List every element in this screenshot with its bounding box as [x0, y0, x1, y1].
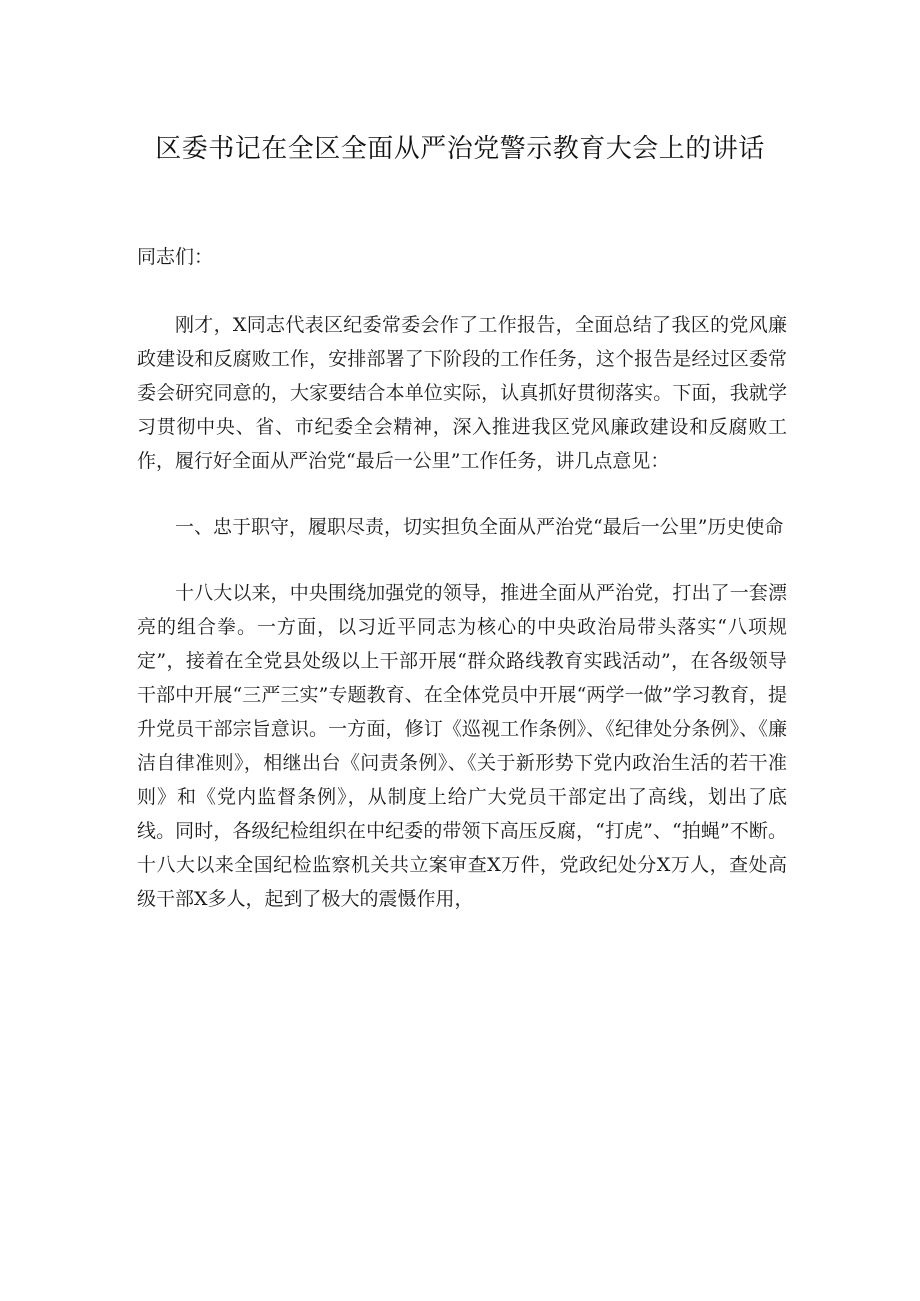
document-body [137, 240, 787, 948]
salutation: 同志们： [137, 246, 214, 268]
section-heading-one: 一、忠于职守，履职尽责，切实担负全面从严治党“最后一公里”历史使命 [175, 516, 784, 538]
document-title: 区委书记在全区全面从严治党警示教育大会上的讲话 [155, 134, 765, 164]
paragraph-section-one: 十八大以来，中央围绕加强党的领导，推进全面从严治党，打出了一套漂亮的组合拳。一方面，以习近平同志为核心的中央政治局带头落实“八项规定”，接着在全党县处级以上干部开展“群众路线教育实践活动”，在各级领导干部中开展“三严三实”专题教育、在全体党员中开展“两学一做”学习教育，提升党员干部宗旨意识。一方面，修订《巡视工作条例》、《纪律处分条例》、《廉洁自律准则》，相继出台《问责条例》、《关于新形势下党内政治生活的若干准则》和《党内监督条例》，从制度上给广大党员干部定出了高线，划出了底线。同时，各级纪检组织在中纪委的带领下高压反腐，“打虎”、“拍蝇”不断。十八大以来全国纪检监察机关共立案审查X万件，党政纪处分X万人，查处高级干部X多人，起到了极大的震慑作用， [137, 582, 787, 910]
paragraph-intro: 刚才，X同志代表区纪委常委会作了工作报告，全面总结了我区的党风廉政建设和反腐败工作，安排部署了下阶段的工作任务，这个报告是经过区委常委会研究同意的，大家要结合本单位实际，认真抓好贯彻落实。下面，我就学习贯彻中央、省、市纪委全会精神，深入推进我区党风廉政建设和反腐败工作，履行好全面从严治党“最后一公里”工作任务，讲几点意见： [137, 314, 787, 472]
